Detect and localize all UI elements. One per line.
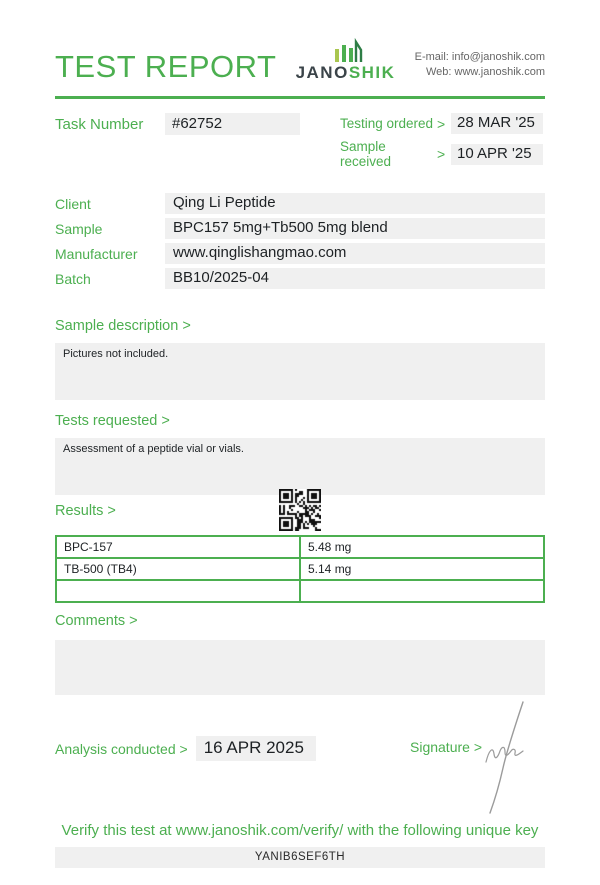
sample-info-list (55, 193, 545, 293)
tests-requested-box: Assessment of a peptide vial or vials. (55, 438, 545, 495)
sample-received-row (340, 139, 543, 169)
testing-ordered-value: 28 MAR '25 (451, 113, 543, 134)
analysis-conducted-label: Analysis conducted > (55, 740, 188, 757)
signature-label: Signature > (410, 739, 482, 755)
comments-box (55, 640, 545, 695)
manufacturer-value: www.qinglishangmao.com (165, 243, 545, 264)
info-row-batch (55, 268, 545, 289)
contact-email: E-mail: info@janoshik.com (414, 51, 545, 63)
logo-wordmark (296, 64, 396, 81)
info-row-manufacturer (55, 243, 545, 264)
sample-value: BPC157 5mg+Tb500 5mg blend (165, 218, 545, 239)
manufacturer-label: Manufacturer (55, 246, 138, 262)
result-name (56, 580, 300, 602)
comments-heading: Comments > (55, 613, 138, 629)
chart-bars-icon (323, 36, 369, 63)
header-divider (55, 96, 545, 99)
testing-ordered-row (340, 113, 543, 134)
qr-code (279, 489, 321, 531)
task-number-row (55, 113, 300, 135)
info-row-sample (55, 218, 545, 239)
analysis-date-value: 16 APR 2025 (196, 736, 316, 761)
client-label: Client (55, 196, 91, 212)
dates-block (340, 113, 543, 174)
result-value (300, 580, 544, 602)
janoshik-logo (296, 36, 396, 85)
arrow-icon: > (437, 146, 446, 162)
result-value: 5.48 mg (300, 536, 544, 558)
sample-received-value: 10 APR '25 (451, 144, 543, 165)
arrow-icon: > (437, 115, 446, 132)
sample-description-box: Pictures not included. (55, 343, 545, 400)
table-row (56, 536, 544, 558)
table-row (56, 580, 544, 602)
page-title: TEST REPORT (55, 49, 277, 84)
info-row-client (55, 193, 545, 214)
result-value: 5.14 mg (300, 558, 544, 580)
tests-requested-heading: Tests requested > (55, 413, 170, 429)
result-name: TB-500 (TB4) (56, 558, 300, 580)
report-header (55, 36, 545, 85)
logo-shik: SHIK (348, 63, 396, 82)
table-row (56, 558, 544, 580)
client-value: Qing Li Peptide (165, 193, 545, 214)
task-number-label: Task Number (55, 115, 144, 133)
verify-instruction: Verify this test at www.janoshik.com/verify/ with the following unique key (61, 822, 539, 839)
signature-handwriting (478, 700, 530, 815)
testing-ordered-label: Testing ordered (340, 116, 434, 131)
task-number-value: #62752 (165, 113, 300, 135)
result-name: BPC-157 (56, 536, 300, 558)
verify-key: YANIB6SEF6TH (55, 847, 545, 868)
batch-label: Batch (55, 271, 91, 287)
sample-label: Sample (55, 221, 103, 237)
results-table (55, 535, 545, 603)
sample-received-label: Sample received (340, 139, 392, 169)
batch-value: BB10/2025-04 (165, 268, 545, 289)
logo-jano: JANO (295, 63, 349, 82)
results-heading: Results > (55, 503, 116, 519)
analysis-row (55, 736, 316, 761)
contact-web: Web: www.janoshik.com (425, 66, 545, 78)
sample-description-heading: Sample description > (55, 318, 191, 334)
contact-block (415, 50, 545, 85)
